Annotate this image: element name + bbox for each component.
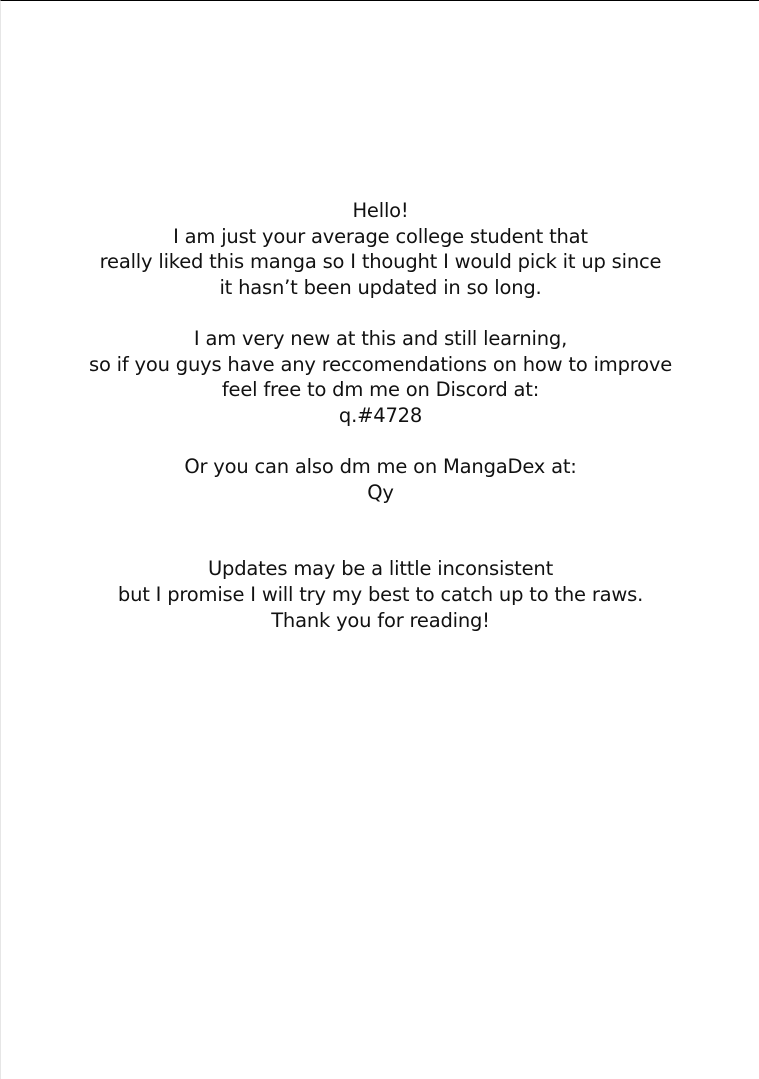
text-line: Updates may be a little inconsistent — [207, 557, 554, 581]
discord-handle: q.#4728 — [338, 403, 423, 427]
greeting-line: Hello! — [352, 199, 409, 222]
mangadex-handle: Qy — [367, 480, 394, 504]
text-line: I am very new at this and still learning, — [193, 326, 568, 350]
paragraph-spacer — [1, 300, 759, 326]
text-line: so if you guys have any reccomendations on how to improve — [88, 352, 673, 376]
paragraph-spacer — [1, 505, 759, 556]
text-line: I am just your average college student that — [173, 224, 588, 248]
text-line: but I promise I will try my best to catch up to the raws. — [117, 582, 644, 606]
text-line: feel free to dm me on Discord at: — [221, 378, 540, 402]
closing-line: Thank you for reading! — [271, 608, 490, 632]
paragraph-closing — [1, 556, 759, 633]
paragraph-contact-mangadex — [1, 454, 759, 505]
paragraph-contact-discord — [1, 326, 759, 428]
text-line: really liked this manga so I thought I would pick it up since — [99, 250, 662, 274]
translator-note — [1, 198, 759, 633]
text-line: it hasn’t been updated in so long. — [219, 275, 542, 299]
paragraph-intro — [1, 198, 759, 300]
paragraph-spacer — [1, 428, 759, 454]
text-line: Or you can also dm me on MangaDex at: — [184, 454, 577, 478]
